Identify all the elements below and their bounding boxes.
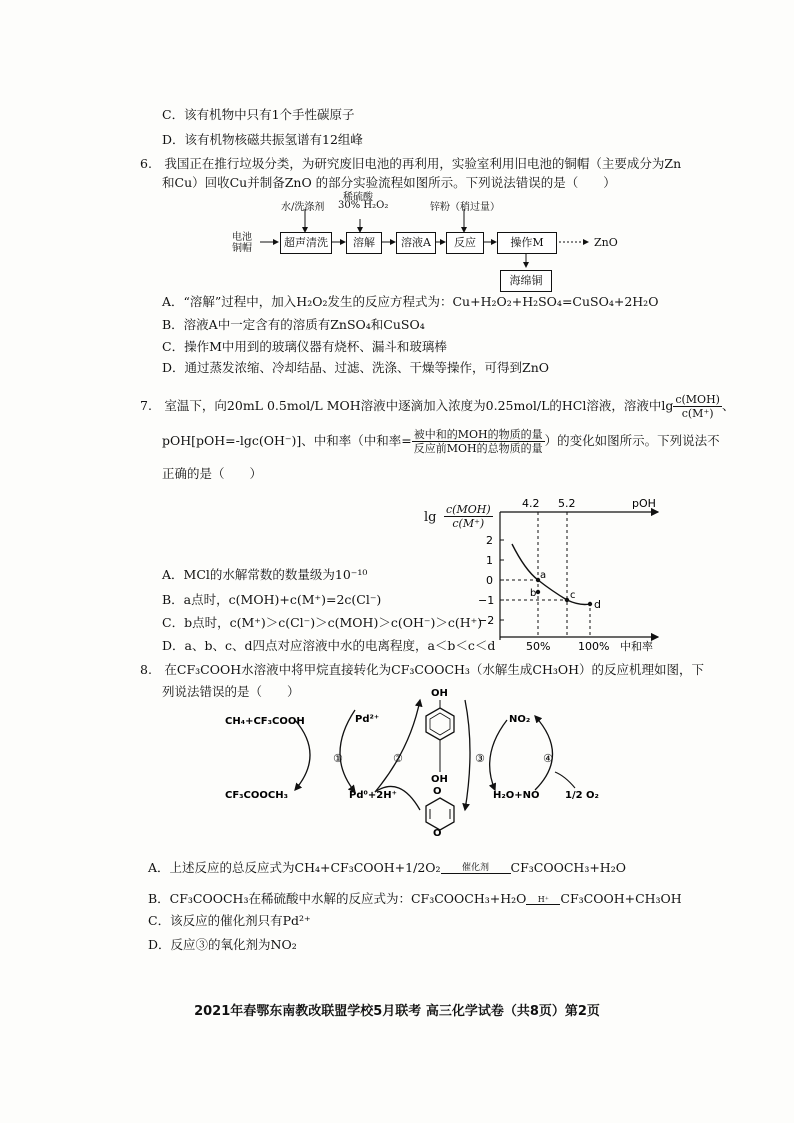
flow-box-solution-a: 溶液A bbox=[396, 232, 436, 254]
graph-point-c bbox=[565, 598, 569, 602]
q8-optA-arrow bbox=[441, 863, 511, 874]
q8-optB-arrow bbox=[526, 895, 560, 905]
q6-option-d: D．通过蒸发浓缩、冷却结晶、过滤、洗涤、干燥等操作，可得到ZnO bbox=[162, 360, 550, 375]
mech-step3: ③ bbox=[475, 752, 485, 765]
mech-reactant: CH₄+CF₃COOH bbox=[225, 716, 305, 727]
mech-oh-bottom: OH bbox=[431, 774, 448, 785]
graph-label-a: a bbox=[540, 570, 547, 581]
flow-start-label bbox=[232, 232, 252, 254]
q7-frac1-denominator: c(M⁺) bbox=[681, 407, 714, 420]
q8-option-b bbox=[148, 888, 682, 910]
graph-ylabel-den: c(M⁺) bbox=[452, 517, 485, 530]
q6-stem-line1: 6. 我国正在推行垃圾分类，为研究废旧电池的再利用，实验室利用旧电池的铜帽（主要成分为Zn bbox=[140, 156, 682, 171]
graph-label-b: b bbox=[530, 588, 537, 599]
q7-option-a: A．MCl的水解常数的数量级为10⁻¹⁰ bbox=[162, 567, 368, 582]
flow-label-water: 水/洗涤剂 bbox=[281, 202, 325, 213]
flow-box-dissolve: 溶解 bbox=[346, 232, 382, 254]
q7-option-d: D．a、b、c、d四点对应溶液中水的电离程度，a＜b＜c＜d bbox=[162, 638, 496, 653]
graph-ytick-0: 0 bbox=[486, 574, 493, 587]
q8-option-a bbox=[148, 857, 626, 879]
graph-top-axis-label: pOH bbox=[632, 497, 656, 510]
flow-start-line2: 铜帽 bbox=[232, 243, 252, 254]
q7-stem-line1 bbox=[140, 393, 734, 420]
mech-product: CF₃COOCH₃ bbox=[225, 790, 288, 801]
q7-option-b: B．a点时，c(MOH)+c(M⁺)=2c(Cl⁻) bbox=[162, 592, 382, 607]
graph-top-tick2: 5.2 bbox=[558, 497, 576, 510]
graph-x-axis-label: 中和率 bbox=[620, 640, 653, 652]
flow-start-line1: 电池 bbox=[232, 232, 252, 243]
q8-mechanism-diagram bbox=[225, 680, 605, 840]
q8-option-c: C．该反应的催化剂只有Pd²⁺ bbox=[148, 913, 311, 928]
mech-step1: ① bbox=[333, 752, 343, 765]
flow-label-acid: 稀硫酸 bbox=[343, 192, 373, 203]
graph-point-d bbox=[588, 602, 592, 606]
q7-fraction-2 bbox=[412, 428, 545, 455]
q6-option-c: C．操作M中用到的玻璃仪器有烧杯、漏斗和玻璃棒 bbox=[162, 339, 447, 354]
flow-box-ultrasonic: 超声清洗 bbox=[280, 232, 332, 254]
q8-optA-catalyst: 催化剂 bbox=[462, 863, 490, 873]
graph-ytick-1: 1 bbox=[486, 554, 493, 567]
q7-frac2-numerator: 被中和的MOH的物质的量 bbox=[413, 428, 543, 441]
mech-h2o-no: H₂O+NO bbox=[493, 790, 540, 801]
q7-stem-comma: 、 bbox=[721, 398, 735, 413]
q8-stem-line1: 8. 在CF₃COOH水溶液中将甲烷直接转化为CF₃COOCH₃（水解生成CH₃OH）的反应机理如图，下 bbox=[140, 662, 705, 677]
mech-no2: NO₂ bbox=[509, 714, 531, 725]
mech-o-top: O bbox=[433, 786, 442, 797]
q5-option-c: C．该有机物中只有1个手性碳原子 bbox=[162, 107, 355, 122]
graph-ytick-m1: −1 bbox=[478, 594, 495, 607]
q8-optB-product: CF₃COOH+CH₃OH bbox=[560, 891, 682, 906]
q8-optB-text: B．CF₃COOCH₃在稀硫酸中水解的反应式为：CF₃COOCH₃+H₂O bbox=[148, 891, 527, 906]
q5-option-d: D．该有机物核磁共振氢谱有12组峰 bbox=[162, 132, 363, 147]
mech-oh-top: OH bbox=[431, 688, 448, 699]
mech-o-bottom: O bbox=[433, 828, 442, 839]
flow-box-reaction: 反应 bbox=[446, 232, 484, 254]
q7-stem-text3: ）的变化如图所示。下列说法不 bbox=[544, 433, 720, 448]
q7-stem-line3: 正确的是（ ） bbox=[162, 466, 263, 481]
mech-pd0: Pd⁰+2H⁺ bbox=[349, 790, 397, 801]
graph-ytick-m2: −2 bbox=[478, 614, 495, 627]
q8-stem-line2: 列说法错误的是（ ） bbox=[162, 684, 300, 699]
q7-stem-text2: pOH[pOH=-lgc(OH⁻)]、中和率（中和率= bbox=[162, 433, 412, 448]
page-footer: 2021年春鄂东南教改联盟学校5月联考 高三化学试卷（共8页）第2页 bbox=[194, 1004, 600, 1019]
graph-curve bbox=[512, 544, 590, 605]
flow-box-operation-m: 操作M bbox=[497, 232, 557, 254]
graph-point-b bbox=[536, 590, 540, 594]
mech-step2: ② bbox=[393, 752, 403, 765]
flow-product-zno: ZnO bbox=[594, 236, 618, 249]
graph-xtick-100: 100% bbox=[578, 640, 610, 652]
q7-fraction-1 bbox=[673, 393, 722, 420]
graph-plot bbox=[470, 492, 670, 652]
graph-ylabel-lg: lg bbox=[424, 510, 437, 525]
graph-xtick-50: 50% bbox=[526, 640, 551, 652]
q6-stem-line2: 和Cu）回收Cu并制备ZnO 的部分实验流程如图所示。下列说法错误的是（ ） bbox=[162, 175, 616, 190]
q7-option-c: C．b点时，c(M⁺)＞c(Cl⁻)＞c(MOH)＞c(OH⁻)＞c(H⁺) bbox=[162, 615, 483, 630]
q7-frac1-numerator: c(MOH) bbox=[675, 393, 720, 406]
q7-stem-line2 bbox=[162, 428, 720, 455]
q8-optA-product: CF₃COOCH₃+H₂O bbox=[510, 860, 626, 875]
flow-label-zinc: 锌粉（稍过量） bbox=[430, 202, 500, 213]
mech-step4: ④ bbox=[543, 752, 553, 765]
mech-pd2: Pd²⁺ bbox=[355, 714, 380, 725]
graph-label-d: d bbox=[594, 598, 601, 611]
q6-option-a: A．“溶解”过程中，加入H₂O₂发生的反应方程式为：Cu+H₂O₂+H₂SO₄=CuSO₄+2H₂O bbox=[162, 294, 659, 309]
mech-half-o2: 1/2 O₂ bbox=[565, 790, 599, 801]
q8-option-d: D．反应③的氧化剂为NO₂ bbox=[148, 937, 297, 952]
q6-option-b: B．溶液A中一定含有的溶质有ZnSO₄和CuSO₄ bbox=[162, 317, 425, 332]
graph-top-tick1: 4.2 bbox=[522, 497, 540, 510]
graph-label-c: c bbox=[570, 590, 576, 601]
graph-ytick-2: 2 bbox=[486, 534, 493, 547]
flow-box-sponge-copper: 海绵铜 bbox=[500, 270, 552, 292]
q7-frac2-denominator: 反应前MOH的总物质的量 bbox=[413, 442, 543, 455]
q8-optB-catalyst: H⁺ bbox=[537, 894, 549, 904]
q8-optA-text: A．上述反应的总反应式为CH₄+CF₃COOH+1/2O₂ bbox=[148, 860, 441, 875]
graph-ylabel-num: c(MOH) bbox=[446, 503, 491, 516]
q7-stem-text1: 7. 室温下，向20mL 0.5mol/L MOH溶液中逐滴加入浓度为0.25mol/L的HCl溶液，溶液中lg bbox=[140, 398, 674, 413]
flow-label-h2o2: 30% H₂O₂ bbox=[338, 200, 389, 211]
